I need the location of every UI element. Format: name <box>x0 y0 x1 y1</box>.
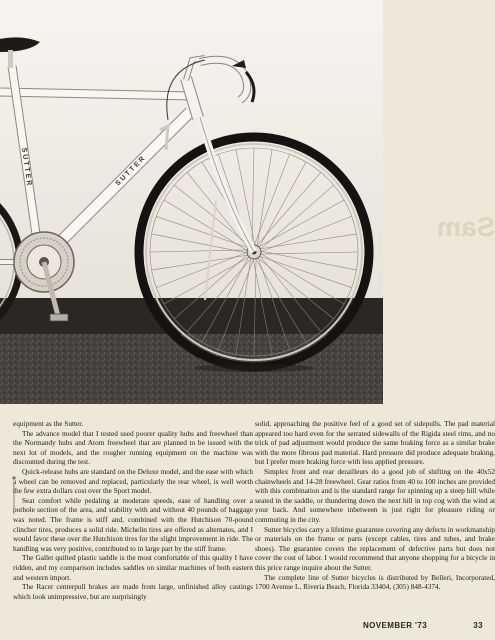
page-number: 33 <box>473 621 483 630</box>
paragraph: solid, approaching the positive feel of a good set of sidepulls. The pad material appeared too hard even for the serrated sidewalls of the Rigida steel rims, and no trick of pad adjustment would produce the same braking force as a similar brake with the more fibrous pad material. Hard pressure did produce adequate braking, but I prefer more braking force with less applied pressure. <box>255 419 495 467</box>
paragraph: The complete line of Sutter bicycles is distributed by Belleri, Incorporated, 1700 Avenue L, Riveria Beach, Florida 33404, (305) 848-4374. <box>255 572 495 592</box>
paragraph: The Gallet quilted plastic saddle is the most comfortable of this quality I have ridden, and my comparison includes saddles on similar machines of both eastern and western import. <box>13 553 253 582</box>
paragraph: Seat comfort while pedaling at moderate speeds, ease of handling over a pothole section of the area, and stability with and without 40 pounds of baggage was noted. The frame is stiff and, combined with the Hutchison 70-pound clincher tires, produces a solid ride. Michelin tires are offered as alternates, and I would favor these over the Hutchison tires for the slight improvement in ride. The handling was very positive, contributed to in large part by the stiff frame. <box>13 495 253 553</box>
issue-date: NOVEMBER '73 <box>363 621 428 630</box>
paragraph: Simplex front and rear derailleurs do a good job of shifting on the 40x52 chainwheels and 14-28 freewheel. Gear ratios from 40 to 100 inches are provided with this combination and is the standard range for spinning up a steep hill while seated in the saddle, or thundering down the next hill in top cog with the wind at your back. And somewhere inbetween is just right for pleasure riding or commuting in the city. <box>255 466 495 524</box>
seat-tube-label: SUTTER <box>20 147 33 188</box>
bicycle-photo <box>0 0 383 404</box>
paragraph: Sutter bicycles carry a lifetime guarantee covering any defects in workmanship or materials on the frame or parts (except cables, tires and tubes, and brake shoes). The guarantee covers the replacement of defective parts but does not cover the cost of labor. I would recommend that anyone shopping for a bicycle in this price range inquire about the Sutter. <box>255 524 495 572</box>
page-footer <box>363 621 483 633</box>
down-tube-label: SUTTER <box>114 154 148 188</box>
paragraph: Quick-release hubs are standard on the Deluxe model, and the ease with which a wheel can be removed and replaced, particularly the rear wheel, is well worth the few extra dollars cost over the Sport model. <box>13 466 253 496</box>
article-column-right <box>255 419 495 592</box>
article-column-left <box>13 419 253 601</box>
paragraph: The Racer centerpull brakes are made from large, unfinished alloy castings which look unimpressive, but are surprisingly <box>13 582 253 601</box>
pedal <box>50 314 68 321</box>
show-through-text: Sam <box>436 212 495 242</box>
paragraph: equipment as the Sutter. <box>13 419 84 428</box>
bicycle-illustration <box>0 0 383 404</box>
paragraph: The advance model that I tested used poorer quality hubs and freewheel than the Normandy hubs and Atom freewheel that are planned to be issued with the next lot of models, and the rougher running equipment on the machine was discounted during the test. <box>13 428 253 467</box>
